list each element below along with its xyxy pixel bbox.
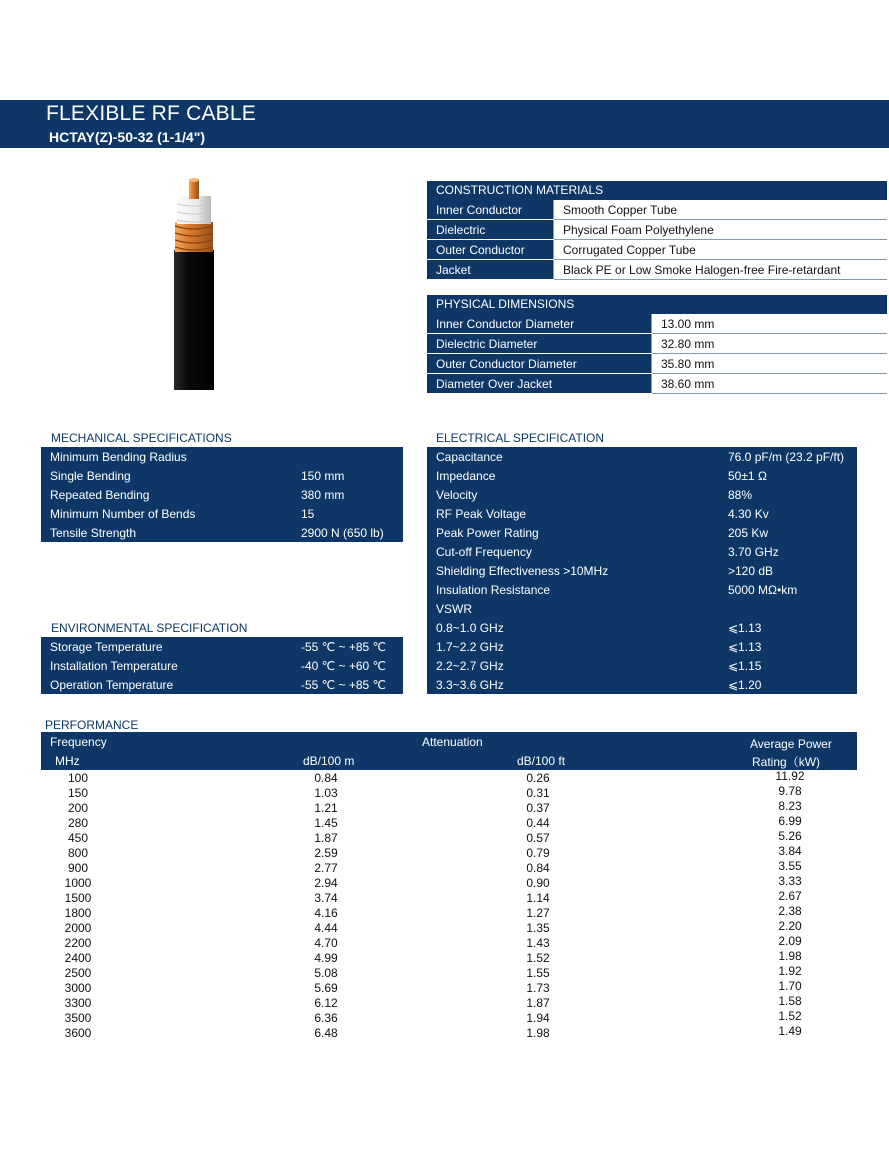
table-row: Shielding Effectiveness >10MHz >120 dB xyxy=(436,563,774,578)
construction-header: CONSTRUCTION MATERIALS xyxy=(427,181,887,200)
table-row: Jacket Black PE or Low Smoke Halogen-free Fire-retardant xyxy=(427,260,887,280)
cell-dbft: 1.73 xyxy=(526,981,550,995)
cell-power: 1.58 xyxy=(778,994,802,1008)
cell-dbm: 4.70 xyxy=(314,936,338,950)
cell-dbm: 2.59 xyxy=(314,846,338,860)
table-row: Velocity 88% xyxy=(436,487,753,502)
cell-power: 1.52 xyxy=(778,1009,802,1023)
cell-freq: 150 xyxy=(67,786,89,800)
cell-dbm: 5.69 xyxy=(314,981,338,995)
table-row xyxy=(41,966,857,981)
table-row: VSWR xyxy=(436,601,472,616)
cell-freq: 800 xyxy=(67,846,89,860)
performance-header: PERFORMANCE xyxy=(45,718,139,732)
cell-power: 2.38 xyxy=(778,904,802,918)
table-row: Minimum Bending Radius xyxy=(50,449,187,464)
table-row: Minimum Number of Bends 15 xyxy=(50,506,315,521)
jacket-layer xyxy=(174,250,214,390)
table-row xyxy=(41,831,857,846)
cable-cross-section-image xyxy=(165,176,225,390)
cell-freq: 1000 xyxy=(64,876,92,890)
table-row xyxy=(41,951,857,966)
frequency-column-header: Frequency xyxy=(50,735,107,749)
table-row xyxy=(41,921,857,936)
cell-dbm: 6.48 xyxy=(314,1026,338,1040)
dielectric-layer xyxy=(177,196,211,224)
cell-dbm: 2.77 xyxy=(314,861,338,875)
cell-power: 9.78 xyxy=(778,784,802,798)
attenuation-column-header: Attenuation xyxy=(422,735,483,749)
cell-dbft: 0.84 xyxy=(526,861,550,875)
cell-freq: 100 xyxy=(67,771,89,785)
cell-dbft: 1.43 xyxy=(526,936,550,950)
table-row xyxy=(41,861,857,876)
power-column-header: Average Power xyxy=(750,737,832,751)
table-row: 1.7~2.2 GHz ⩽1.13 xyxy=(436,639,762,654)
db-per-100m-unit-label: dB/100 m xyxy=(303,754,355,768)
mechanical-header: MECHANICAL SPECIFICATIONS xyxy=(51,431,232,445)
cell-dbm: 5.08 xyxy=(314,966,338,980)
table-row: Peak Power Rating 205 Kw xyxy=(436,525,769,540)
corrugated-outer-conductor xyxy=(175,222,213,252)
cell-freq: 2500 xyxy=(64,966,92,980)
model-number: HCTAY(Z)-50-32 (1-1/4") xyxy=(49,129,206,145)
cell-power: 8.23 xyxy=(778,799,802,813)
cell-dbft: 0.44 xyxy=(526,816,550,830)
cell-power: 2.20 xyxy=(778,919,802,933)
electrical-header: ELECTRICAL SPECIFICATION xyxy=(436,431,605,445)
table-row xyxy=(41,816,857,831)
environmental-header: ENVIRONMENTAL SPECIFICATION xyxy=(51,621,248,635)
cell-power: 3.84 xyxy=(778,844,802,858)
cell-dbft: 1.87 xyxy=(526,996,550,1010)
cell-power: 1.92 xyxy=(778,964,802,978)
cell-freq: 200 xyxy=(67,801,89,815)
cell-power: 6.99 xyxy=(778,814,802,828)
cell-freq: 450 xyxy=(67,831,89,845)
table-row: Outer Conductor Corrugated Copper Tube xyxy=(427,240,887,260)
cell-power: 11.92 xyxy=(775,769,805,783)
cell-power: 3.33 xyxy=(778,874,802,888)
table-row xyxy=(41,801,857,816)
table-row: Single Bending 150 mm xyxy=(50,468,345,483)
cell-freq: 2200 xyxy=(64,936,92,950)
cell-dbft: 0.90 xyxy=(526,876,550,890)
cell-freq: 900 xyxy=(67,861,89,875)
cell-dbft: 1.52 xyxy=(526,951,550,965)
table-row: Inner Conductor Diameter 13.00 mm xyxy=(427,314,887,334)
table-row xyxy=(41,906,857,921)
cell-dbft: 1.27 xyxy=(526,906,550,920)
table-row: Operation Temperature -55 ℃ ~ +85 ℃ xyxy=(50,677,386,692)
cell-power: 3.55 xyxy=(778,859,802,873)
table-row: 3.3~3.6 GHz ⩽1.20 xyxy=(436,677,762,692)
table-row: Tensile Strength 2900 N (650 lb) xyxy=(50,525,384,540)
cell-freq: 2000 xyxy=(64,921,92,935)
cell-dbft: 0.79 xyxy=(526,846,550,860)
cell-freq: 2400 xyxy=(64,951,92,965)
cell-dbm: 1.21 xyxy=(314,801,338,815)
cell-dbft: 1.35 xyxy=(526,921,550,935)
title-banner xyxy=(0,100,889,148)
table-row xyxy=(41,846,857,861)
cell-power: 5.26 xyxy=(778,829,802,843)
table-row xyxy=(41,891,857,906)
cell-power: 1.98 xyxy=(778,949,802,963)
table-row: Impedance 50±1 Ω xyxy=(436,468,767,483)
cell-power: 2.67 xyxy=(778,889,802,903)
cell-freq: 3500 xyxy=(64,1011,92,1025)
table-row xyxy=(41,981,857,996)
table-row xyxy=(41,1026,857,1041)
cell-dbm: 6.12 xyxy=(314,996,338,1010)
table-row: Dielectric Physical Foam Polyethylene xyxy=(427,220,887,240)
cell-dbft: 1.55 xyxy=(526,966,550,980)
cell-dbft: 0.31 xyxy=(526,786,550,800)
cell-dbft: 1.94 xyxy=(526,1011,550,1025)
table-row: Cut-off Frequency 3.70 GHz xyxy=(436,544,779,559)
document-title: FLEXIBLE RF CABLE xyxy=(46,102,256,125)
cell-power: 1.49 xyxy=(778,1024,802,1038)
cell-dbft: 1.14 xyxy=(526,891,550,905)
table-row xyxy=(41,771,857,786)
physical-header: PHYSICAL DIMENSIONS xyxy=(427,295,887,314)
table-row: Outer Conductor Diameter 35.80 mm xyxy=(427,354,887,374)
cell-power: 2.09 xyxy=(778,934,802,948)
table-row: 0.8~1.0 GHz ⩽1.13 xyxy=(436,620,762,635)
table-row: Diameter Over Jacket 38.60 mm xyxy=(427,374,887,394)
cell-power: 1.70 xyxy=(778,979,802,993)
table-row: Storage Temperature -55 ℃ ~ +85 ℃ xyxy=(50,639,386,654)
cell-dbm: 6.36 xyxy=(314,1011,338,1025)
table-row: 2.2~2.7 GHz ⩽1.15 xyxy=(436,658,762,673)
mechanical-table xyxy=(41,447,403,542)
table-row xyxy=(41,1011,857,1026)
table-row xyxy=(41,786,857,801)
performance-column-headers xyxy=(41,732,857,770)
cell-dbm: 4.44 xyxy=(314,921,338,935)
table-row: Insulation Resistance 5000 MΩ•km xyxy=(436,582,798,597)
cell-dbm: 3.74 xyxy=(314,891,338,905)
table-row xyxy=(41,936,857,951)
cell-dbft: 0.37 xyxy=(526,801,550,815)
cell-dbft: 0.26 xyxy=(526,771,550,785)
table-row: Dielectric Diameter 32.80 mm xyxy=(427,334,887,354)
cell-dbm: 1.03 xyxy=(314,786,338,800)
table-row: RF Peak Voltage 4.30 Kv xyxy=(436,506,769,521)
power-unit-label: Rating（kW) xyxy=(752,755,821,769)
table-row: Repeated Bending 380 mm xyxy=(50,487,345,502)
cell-dbm: 0.84 xyxy=(314,771,338,785)
table-row xyxy=(41,876,857,891)
physical-dimensions-table xyxy=(427,295,887,394)
cell-dbft: 1.98 xyxy=(526,1026,550,1040)
cell-freq: 3600 xyxy=(64,1026,92,1040)
cell-dbm: 4.99 xyxy=(314,951,338,965)
cell-freq: 1500 xyxy=(64,891,92,905)
electrical-table xyxy=(427,447,857,694)
cell-dbm: 2.94 xyxy=(314,876,338,890)
cell-freq: 3000 xyxy=(64,981,92,995)
mhz-unit-label: MHz xyxy=(55,754,80,768)
environmental-table xyxy=(41,637,403,694)
cell-dbm: 4.16 xyxy=(314,906,338,920)
cell-dbm: 1.45 xyxy=(314,816,338,830)
table-row: Installation Temperature -40 ℃ ~ +60 ℃ xyxy=(50,658,386,673)
cell-freq: 280 xyxy=(67,816,89,830)
cell-freq: 1800 xyxy=(64,906,92,920)
performance-table-body xyxy=(41,771,857,1041)
table-row: Capacitance 76.0 pF/m (23.2 pF/ft) xyxy=(436,449,845,464)
cell-dbft: 0.57 xyxy=(526,831,550,845)
construction-materials-table xyxy=(427,181,887,280)
table-row: Inner Conductor Smooth Copper Tube xyxy=(427,200,887,220)
cell-dbm: 1.87 xyxy=(314,831,338,845)
cell-freq: 3300 xyxy=(64,996,92,1010)
table-row xyxy=(41,996,857,1011)
db-per-100ft-unit-label: dB/100 ft xyxy=(517,754,566,768)
